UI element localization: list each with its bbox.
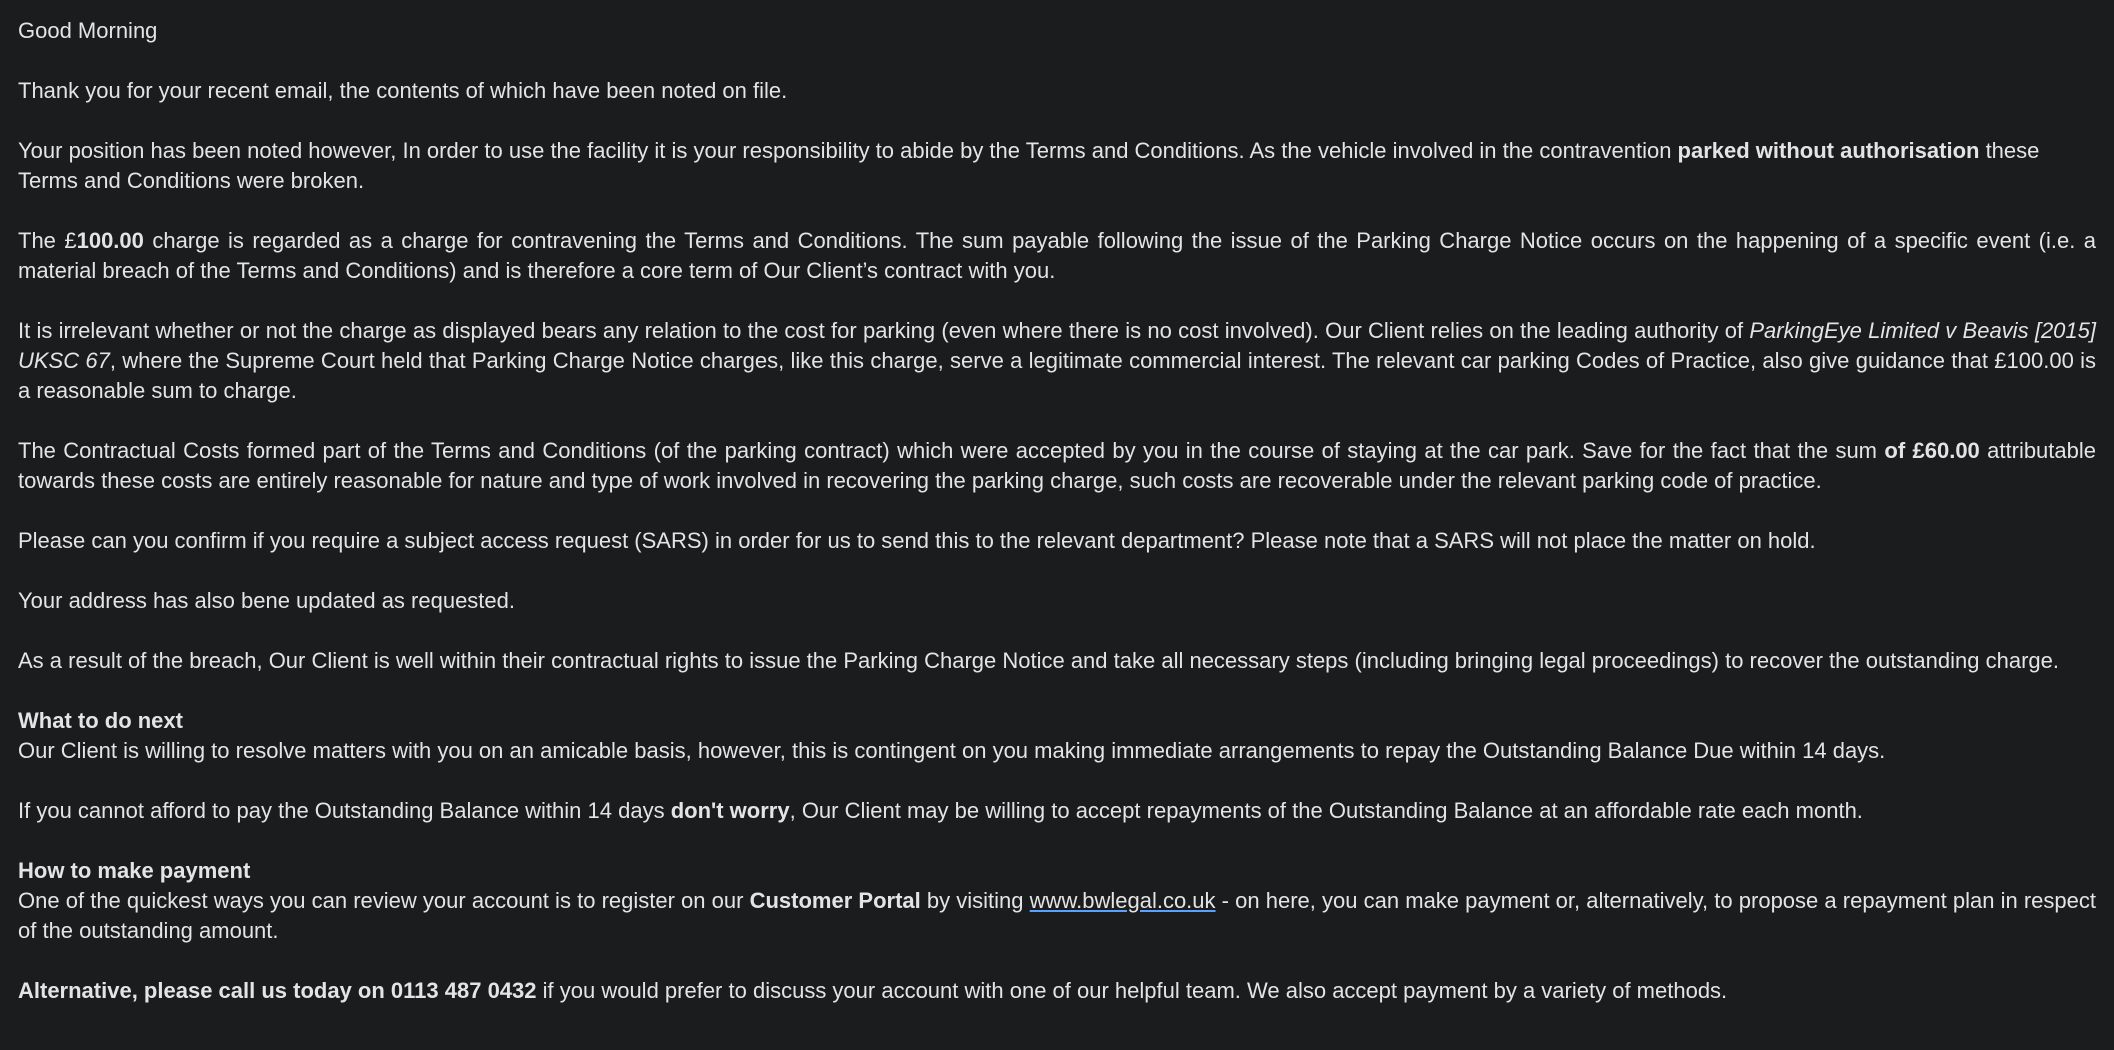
- call-text: if you would prefer to discuss your account with one of our helpful team. We also accept payment by a variety of methods.: [536, 978, 1728, 1003]
- paragraph-thanks: [18, 76, 2096, 106]
- greeting: [18, 16, 2096, 46]
- address-text: Your address has also bene updated as requested.: [18, 588, 515, 613]
- paragraph-sars: [18, 526, 2096, 556]
- thanks-text: Thank you for your recent email, the contents of which have been noted on file.: [18, 78, 788, 103]
- breach-text: As a result of the breach, Our Client is well within their contractual rights to issue the Parking Charge Notice and take all necessary steps (including bringing legal proceedings) to recover the outstanding charge.: [18, 648, 2059, 673]
- irrelevant-text-1: It is irrelevant whether or not the charge as displayed bears any relation to the cost for parking (even where there is no cost involved). Our Client relies on the leading authority of: [18, 318, 1750, 343]
- email-body: [18, 16, 2096, 1036]
- section-what-to-do-next: [18, 706, 2096, 766]
- irrelevant-text-2: , where the Supreme Court held that Parking Charge Notice charges, like this charge, serve a legitimate commercial interest. The relevant car parking Codes of Practice, also give guidance that £100.00 is a reasonable sum to charge.: [18, 348, 2096, 403]
- payment-text-2: by visiting: [920, 888, 1030, 913]
- greeting-text: Good Morning: [18, 18, 158, 43]
- next-text: Our Client is willing to resolve matters with you on an amicable basis, however, this is contingent on you making immediate arrangements to repay the Outstanding Balance Due within 14 days.: [18, 738, 1886, 763]
- case-citation: ParkingEye Limited v Beavis [2015] UKSC 67: [18, 318, 2096, 373]
- call-bold: Alternative, please call us today on 0113 487 0432: [18, 978, 537, 1003]
- costs-text-2: attributable towards these costs are entirely reasonable for nature and type of work involved in recovering the parking charge, such costs are recoverable under the relevant parking code of practice.: [18, 438, 2097, 493]
- paragraph-position: [18, 136, 2096, 196]
- paragraph-charge: [18, 226, 2096, 286]
- costs-amount: of £60.00: [1884, 438, 1980, 463]
- payment-text-3: - on here, you can make payment or, alternatively, to propose a repayment plan in respect of the outstanding amount.: [18, 888, 2096, 943]
- position-text-2: these Terms and Conditions were broken.: [18, 138, 2040, 193]
- section-how-to-pay: [18, 856, 2096, 946]
- charge-text-2: charge is regarded as a charge for contravening the Terms and Conditions. The sum payable following the issue of the Parking Charge Notice occurs on the happening of a specific event (i.e. a material breach of the Terms and Conditions) and is therefore a core term of Our Client’s contract with you.: [18, 228, 2096, 283]
- customer-portal-label: Customer Portal: [749, 888, 921, 913]
- position-text-1: Your position has been noted however, In order to use the facility it is your responsibility to abide by the Terms and Conditions. As the vehicle involved in the contravention: [18, 138, 1678, 163]
- costs-text-1: The Contractual Costs formed part of the Terms and Conditions (of the parking contract) which were accepted by you in the course of staying at the car park. Save for the fact that the sum: [18, 438, 1885, 463]
- next-heading: What to do next: [18, 708, 183, 733]
- payment-heading: How to make payment: [18, 858, 251, 883]
- sars-text: Please can you confirm if you require a subject access request (SARS) in order for us to send this to the relevant department? Please note that a SARS will not place the matter on hold.: [18, 528, 1816, 553]
- paragraph-breach: [18, 646, 2096, 676]
- bwlegal-link[interactable]: www.bwlegal.co.uk: [1029, 888, 1216, 913]
- paragraph-call: [18, 976, 2096, 1006]
- afford-text-1: If you cannot afford to pay the Outstanding Balance within 14 days: [18, 798, 671, 823]
- paragraph-costs: [18, 436, 2096, 496]
- position-bold: parked without authorisation: [1677, 138, 1980, 163]
- charge-amount: 100.00: [76, 228, 144, 253]
- paragraph-address: [18, 586, 2096, 616]
- paragraph-irrelevant: [18, 316, 2096, 406]
- payment-text-1: One of the quickest ways you can review your account is to register on our: [18, 888, 750, 913]
- paragraph-afford: [18, 796, 2096, 826]
- afford-bold: don't worry: [670, 798, 790, 823]
- afford-text-2: , Our Client may be willing to accept repayments of the Outstanding Balance at an affordable rate each month.: [789, 798, 1863, 823]
- charge-text-1: The £: [18, 228, 77, 253]
